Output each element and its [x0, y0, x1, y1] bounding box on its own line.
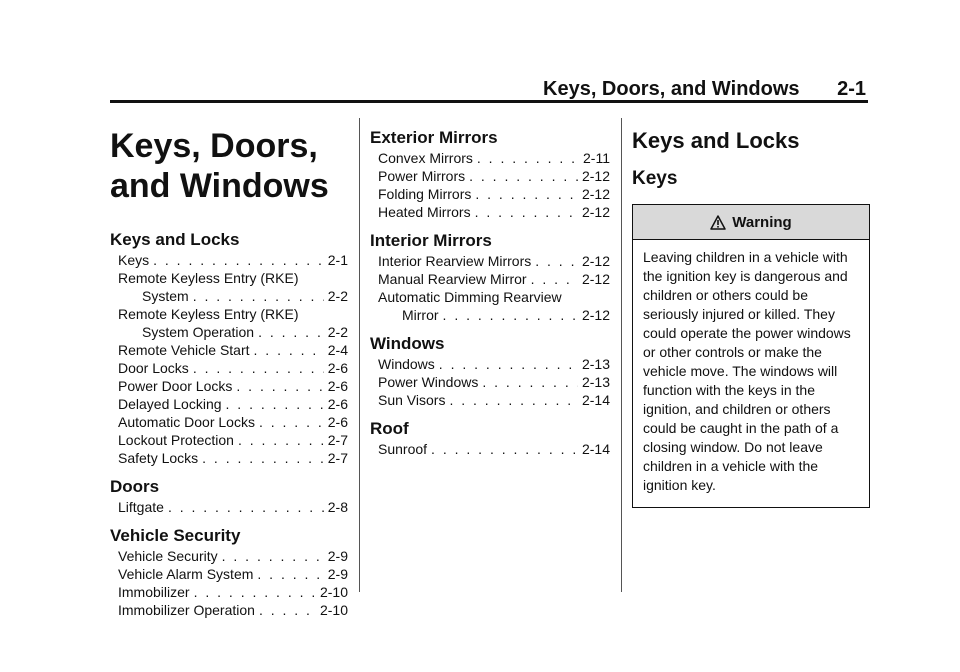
toc-leader	[193, 287, 324, 305]
toc-section-vehicle-security	[110, 526, 348, 619]
toc-entry-page: 2-6	[327, 396, 348, 412]
toc-entry-label: Heated Mirrors	[378, 204, 471, 220]
toc-section-doors	[110, 477, 348, 516]
toc-heading: Vehicle Security	[110, 526, 241, 545]
toc-entry-page: 2-12	[581, 253, 610, 269]
toc-heading: Windows	[370, 334, 445, 353]
toc-entry[interactable]	[110, 305, 348, 323]
toc-entry-page: 2-14	[581, 392, 610, 408]
toc-entry-label: Automatic Dimming Rearview	[378, 289, 562, 305]
toc-entry[interactable]	[110, 498, 348, 516]
toc-entry-page: 2-12	[581, 204, 610, 220]
toc-entry-page: 2-7	[327, 432, 348, 448]
toc-column-1	[110, 126, 348, 629]
toc-entry-label: Immobilizer Operation	[118, 602, 255, 618]
toc-entry-page: 2-14	[581, 441, 610, 457]
content-column	[632, 128, 870, 508]
warning-box	[632, 204, 870, 508]
toc-entry[interactable]	[110, 601, 348, 619]
toc-leader	[259, 601, 316, 619]
warning-title: Warning	[732, 213, 792, 231]
toc-entry-page: 2-10	[319, 584, 348, 600]
toc-entry-page: 2-6	[327, 378, 348, 394]
toc-entry-label: Vehicle Security	[118, 548, 218, 564]
toc-leader	[431, 440, 578, 458]
toc-entry-label: Remote Vehicle Start	[118, 342, 250, 358]
toc-entry-page: 2-2	[327, 324, 348, 340]
toc-entry[interactable]	[110, 269, 348, 287]
toc-leader	[469, 167, 578, 185]
toc-entry-label: Delayed Locking	[118, 396, 222, 412]
toc-entry[interactable]	[370, 373, 610, 391]
toc-entry-page: 2-13	[581, 374, 610, 390]
toc-entry[interactable]	[370, 167, 610, 185]
toc-entry[interactable]	[370, 288, 610, 306]
toc-entry-label: Liftgate	[118, 499, 164, 515]
toc-entry-page: 2-13	[581, 356, 610, 372]
header-rule	[110, 100, 868, 103]
toc-entry[interactable]	[370, 149, 610, 167]
toc-entry-label: Folding Mirrors	[378, 186, 472, 202]
toc-entry-page: 2-9	[327, 548, 348, 564]
toc-heading: Keys and Locks	[110, 230, 240, 249]
toc-entry-label: Door Locks	[118, 360, 189, 376]
toc-entry[interactable]	[370, 391, 610, 409]
toc-leader	[475, 203, 578, 221]
toc-entry-label: Manual Rearview Mirror	[378, 271, 527, 287]
toc-entry[interactable]	[110, 251, 348, 269]
chapter-title: Keys, Doors, and Windows	[110, 127, 329, 205]
toc-leader	[222, 547, 324, 565]
column-divider-1	[359, 118, 360, 592]
toc-entry-label: Power Windows	[378, 374, 479, 390]
toc-entry[interactable]	[110, 449, 348, 467]
toc-leader	[477, 149, 579, 167]
toc-entry-page: 2-12	[581, 168, 610, 184]
toc-leader	[257, 565, 323, 583]
toc-entry[interactable]	[110, 359, 348, 377]
toc-entry-label: Windows	[378, 356, 435, 372]
toc-entry-label: System Operation	[142, 324, 255, 340]
toc-entry-label: Safety Locks	[118, 450, 199, 466]
toc-entry[interactable]	[110, 395, 348, 413]
warning-triangle-icon	[710, 215, 726, 230]
toc-entry[interactable]	[110, 323, 348, 341]
toc-leader	[193, 359, 324, 377]
toc-entry-page: 2-12	[581, 186, 610, 202]
toc-entry-label: Vehicle Alarm System	[118, 566, 254, 582]
toc-entry[interactable]	[110, 377, 348, 395]
toc-entry-label: Power Mirrors	[378, 168, 466, 184]
toc-leader	[535, 252, 578, 270]
toc-entry-label: Convex Mirrors	[378, 150, 473, 166]
toc-entry-label: Automatic Door Locks	[118, 414, 255, 430]
toc-entry-label: System	[142, 288, 189, 304]
toc-entry-label: Immobilizer	[118, 584, 190, 600]
toc-leader	[194, 583, 316, 601]
toc-entry[interactable]	[110, 287, 348, 305]
toc-section-roof	[370, 419, 610, 458]
toc-entry-page: 2-10	[319, 602, 348, 618]
toc-entry[interactable]	[370, 355, 610, 373]
toc-section-keys-and-locks	[110, 230, 348, 467]
toc-entry[interactable]	[110, 547, 348, 565]
section-title: Keys and Locks	[632, 128, 800, 153]
toc-entry-page: 2-8	[327, 499, 348, 515]
toc-entry[interactable]	[370, 270, 610, 288]
toc-entry-page: 2-6	[327, 360, 348, 376]
toc-entry-label: Remote Keyless Entry (RKE)	[118, 270, 299, 286]
toc-leader	[443, 306, 578, 324]
toc-leader	[254, 341, 324, 359]
toc-leader	[449, 391, 578, 409]
toc-entry-page: 2-7	[327, 450, 348, 466]
toc-entry-label: Remote Keyless Entry (RKE)	[118, 306, 299, 322]
toc-leader	[439, 355, 578, 373]
toc-entry-label: Power Door Locks	[118, 378, 233, 394]
toc-entry-page: 2-9	[327, 566, 348, 582]
toc-column-2	[370, 128, 610, 468]
toc-leader	[226, 395, 324, 413]
running-head-section: Keys, Doors, and Windows	[543, 78, 800, 100]
toc-entry-label: Sunroof	[378, 441, 428, 457]
toc-leader	[238, 431, 324, 449]
toc-entry-page: 2-6	[327, 414, 348, 430]
toc-leader	[236, 377, 323, 395]
toc-entry-page: 2-4	[327, 342, 348, 358]
toc-entry-label: Sun Visors	[378, 392, 446, 408]
toc-leader	[482, 373, 578, 391]
toc-entry[interactable]	[370, 203, 610, 221]
toc-entry-page: 2-12	[581, 271, 610, 287]
toc-entry-page: 2-2	[327, 288, 348, 304]
toc-entry-page: 2-12	[581, 307, 610, 323]
toc-entry[interactable]	[110, 583, 348, 601]
toc-entry[interactable]	[370, 306, 610, 324]
subsection-title: Keys	[632, 168, 678, 189]
toc-entry[interactable]	[370, 440, 610, 458]
column-divider-2	[621, 118, 622, 592]
toc-entry[interactable]	[110, 341, 348, 359]
toc-leader	[531, 270, 578, 288]
toc-heading: Exterior Mirrors	[370, 128, 498, 147]
toc-leader	[168, 498, 324, 516]
toc-entry-page: 2-11	[583, 150, 610, 166]
toc-leader	[202, 449, 324, 467]
toc-entry[interactable]	[110, 565, 348, 583]
toc-section-interior-mirrors	[370, 231, 610, 324]
toc-leader	[259, 413, 324, 431]
warning-text: Leaving children in a vehicle with the ignition key is dangerous and children or others could be seriously injured or killed. They could operate the power windows or other controls or make the vehicle move. The windows will function with the keys in the ignition, and children or others could be caught in the path of a closing window. Do not leave children in a vehicle with the ignition key.	[643, 249, 851, 493]
toc-leader	[153, 251, 324, 269]
toc-entry-label: Mirror	[402, 307, 439, 323]
toc-heading: Doors	[110, 477, 160, 496]
toc-heading: Roof	[370, 419, 409, 438]
toc-leader	[475, 185, 578, 203]
toc-entry-label: Interior Rearview Mirrors	[378, 253, 532, 269]
toc-entry-page: 2-1	[327, 252, 348, 268]
toc-entry[interactable]	[370, 252, 610, 270]
toc-section-exterior-mirrors	[370, 128, 610, 221]
toc-entry[interactable]	[110, 431, 348, 449]
toc-entry[interactable]	[370, 185, 610, 203]
warning-header	[633, 205, 869, 240]
toc-entry-label: Lockout Protection	[118, 432, 234, 448]
toc-heading: Interior Mirrors	[370, 231, 492, 250]
toc-entry[interactable]	[110, 413, 348, 431]
toc-section-windows	[370, 334, 610, 409]
running-head	[543, 78, 866, 101]
toc-leader	[258, 323, 324, 341]
page-number: 2-1	[837, 78, 866, 100]
toc-entry-label: Keys	[118, 252, 150, 268]
